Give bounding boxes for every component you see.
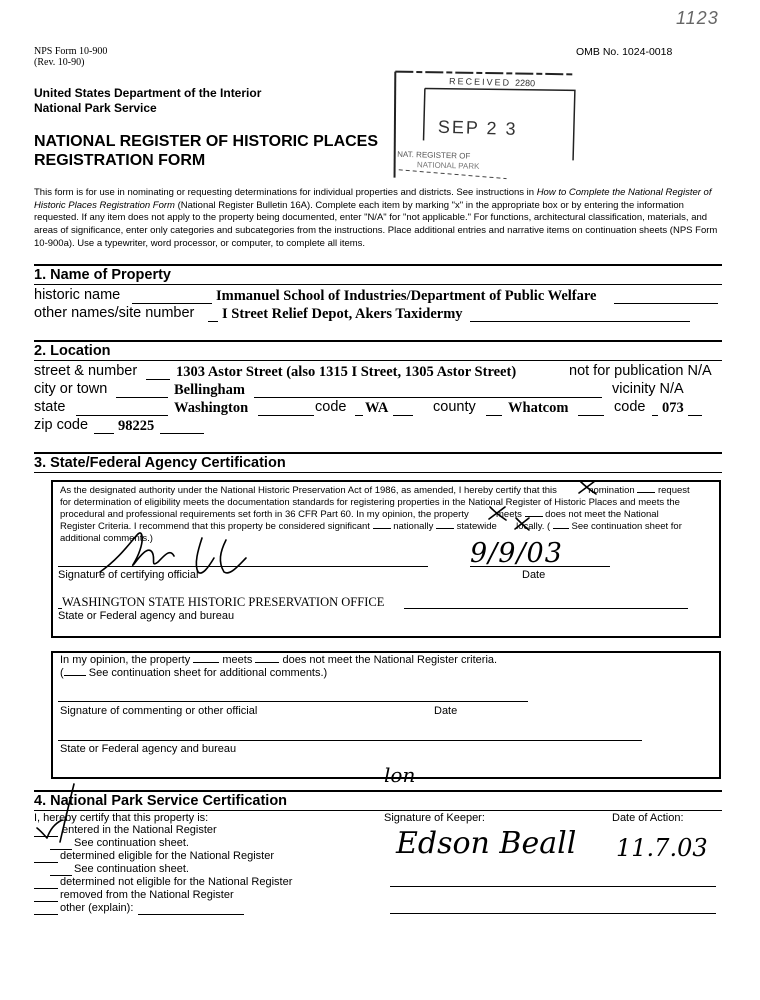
certification-date-label: Date (522, 569, 546, 581)
agency-value: WASHINGTON STATE HISTORIC PRESERVATION OFFICE (62, 595, 385, 609)
see-continuation-1: See continuation sheet. (74, 837, 189, 849)
handwritten-stroke (44, 780, 84, 850)
vicinity: vicinity N/A (612, 381, 684, 397)
certifying-signature-label: Signature of certifying official (58, 569, 199, 581)
cert-line5: additional comments.) (60, 533, 153, 544)
cert-statewide: statewide (456, 521, 497, 532)
cert-nationally: nationally (393, 521, 434, 532)
cert-meets: meets (496, 509, 522, 520)
opinion-does-not-meet: does not meet the National Register criteria. (282, 654, 498, 666)
cert-locally: locally. ( (516, 521, 551, 532)
not-eligible-option: determined not eligible for the National Register (60, 876, 293, 888)
section3-rule (34, 452, 722, 454)
removed-option: removed from the National Register (60, 889, 234, 901)
commenting-agency-label: State or Federal agency and bureau (60, 743, 237, 755)
certification-date-value: 9/9/03 (470, 538, 563, 569)
county-code-label: code (614, 399, 646, 415)
removed-blank (34, 901, 58, 902)
certification-date-line (470, 566, 610, 567)
section1-rule (34, 264, 722, 266)
state-code-blank-left (355, 415, 363, 416)
form-number: NPS Form 10-900 (34, 46, 108, 57)
cert-does-not-meet: does not meet the National (545, 509, 659, 520)
section3-heading: 3. State/Federal Agency Certification (34, 455, 286, 471)
opinion-line1 (60, 654, 497, 666)
city-value: Bellingham (174, 382, 245, 398)
nomination-x-mark (576, 478, 598, 496)
keeper-signature-label: Signature of Keeper: (384, 812, 485, 824)
stamp-service: NATIONAL PARK (416, 160, 480, 171)
state-label: state (34, 399, 66, 415)
zip-label: zip code (34, 417, 89, 433)
other-names-blank-right (470, 321, 690, 322)
service-name: National Park Service (34, 101, 157, 115)
section3-heading-underline (34, 472, 722, 473)
section2-rule (34, 340, 722, 342)
keeper-line-2 (390, 913, 716, 914)
street-blank-left (146, 379, 170, 380)
county-label: county (433, 399, 476, 415)
cert-nomination: nomination (588, 485, 635, 496)
commenting-date-label: Date (434, 705, 458, 717)
city-blank-left (116, 397, 168, 398)
other-names-value: I Street Relief Depot, Akers Taxidermy (222, 306, 463, 322)
historic-name-blank-left (132, 303, 212, 304)
keeper-signature: Edson Beall (396, 826, 577, 861)
other-names-blank-left (208, 321, 218, 322)
instructions-text-2: (National Register Bulletin 16A). Complete each item by marking "x" in the appropriate box or by entering the information requested. If any item does not apply to the property being documented, enter "N/A" for "not applicable." For functions, architectural classification, materials, and areas of significance, enter only categories and subcategories from the instructions. Place additional entries and narrative items on continuation sheets (NPS Form 10-900a). Use a typewriter, word processor, or computer, to complete all items. (34, 199, 718, 249)
county-code-blank-left (652, 415, 658, 416)
date-of-action-label: Date of Action: (612, 812, 684, 824)
instructions-paragraph (34, 187, 724, 251)
cert-line3 (60, 509, 659, 520)
section4-heading-underline (34, 810, 722, 811)
form-title-line1: NATIONAL REGISTER OF HISTORIC PLACES (34, 133, 379, 150)
section2-heading-underline (34, 360, 722, 361)
determined-blank (34, 862, 58, 863)
opinion-see-continuation: See continuation sheet for additional comments.) (88, 667, 328, 679)
state-blank-left (76, 415, 168, 416)
locally-x-mark (512, 516, 532, 532)
stamp-number: 2280 (514, 77, 536, 89)
commenting-agency-line (58, 740, 642, 741)
agency-label: State or Federal agency and bureau (58, 610, 235, 622)
street-value: 1303 Astor Street (also 1315 I Street, 1305 Astor Street) (176, 364, 517, 380)
cert-line1-text: As the designated authority under the National Historic Preservation Act of 1986, as amended, I hereby certify that this (60, 485, 557, 496)
section4-rule (34, 790, 722, 792)
zip-blank-left (94, 433, 114, 434)
county-value: Whatcom (508, 400, 569, 416)
stamp-register: NAT. REGISTER OF (397, 149, 471, 161)
city-label: city or town (34, 381, 108, 397)
other-explain-line (138, 914, 244, 915)
cert-line4-text: Register Criteria. I recommend that this property be considered significant (60, 521, 370, 532)
determined-eligible-option: determined eligible for the National Register (60, 850, 275, 862)
department-name: United States Department of the Interior (34, 86, 262, 100)
section2-heading: 2. Location (34, 343, 111, 359)
state-code-label: code (315, 399, 347, 415)
cert-line2: for determination of eligibility meets the documentation standards for registering properties in the National Register of Historic Places and meets the (60, 497, 680, 508)
see-continuation-2: See continuation sheet. (74, 863, 189, 875)
form-revision: (Rev. 10-90) (34, 57, 85, 68)
certifying-signature-line (58, 566, 428, 567)
state-code-blank-right (393, 415, 413, 416)
county-blank-right (578, 415, 604, 416)
section1-heading-underline (34, 284, 722, 285)
historic-name-value: Immanuel School of Industries/Department of Public Welfare (216, 288, 597, 304)
opinion-line1-text: In my opinion, the property (60, 654, 191, 666)
state-code-value: WA (365, 400, 389, 416)
historic-name-blank-right (614, 303, 718, 304)
instructions-title-italic: How to Complete the National Register of Historic Places Registration Form (34, 187, 712, 211)
stamp-received: RECEIVED (448, 76, 512, 88)
keeper-certify-line: I, hereby certify that this property is: (34, 812, 209, 824)
section1-heading: 1. Name of Property (34, 267, 171, 283)
entered-option: entered in the National Register (62, 824, 217, 836)
not-for-publication: not for publication N/A (569, 363, 712, 379)
commenting-signature-label: Signature of commenting or other official (60, 705, 258, 717)
cert-request: request (657, 485, 690, 496)
keeper-initials: lon (384, 763, 416, 787)
opinion-line2: ( See continuation sheet for additional comments.) (60, 667, 328, 679)
street-label: street & number (34, 363, 138, 379)
commenting-signature-line (58, 701, 528, 702)
cert-line3-text: procedural and professional requirements set forth in 36 CFR Part 60. In my opinion, the property (60, 509, 469, 520)
stamp-date: SEP 2 3 (437, 116, 518, 139)
not-eligible-blank (34, 888, 58, 889)
corner-handwritten-number: 1123 (676, 8, 719, 28)
section4-heading: 4. National Park Service Certification (34, 793, 288, 809)
county-code-blank-right (688, 415, 702, 416)
keeper-line-1 (390, 886, 716, 887)
state-value: Washington (174, 400, 249, 416)
opinion-meets: meets (222, 654, 253, 666)
agency-blank-right (404, 608, 688, 609)
zip-blank-right (160, 433, 204, 434)
county-code-value: 073 (662, 400, 684, 416)
other-option: other (explain): (60, 902, 134, 914)
cert-see-continuation: See continuation sheet for (571, 521, 682, 532)
county-blank-left (486, 415, 502, 416)
form-title-line2: REGISTRATION FORM (34, 152, 206, 169)
state-blank-right (258, 415, 314, 416)
received-stamp (386, 60, 581, 187)
instructions-text-1: This form is for use in nominating or requesting determinations for individual properties and districts. See instructions in (34, 187, 537, 198)
date-of-action-value: 11.7.03 (616, 834, 708, 862)
omb-number: OMB No. 1024-0018 (576, 46, 673, 58)
historic-name-label: historic name (34, 287, 121, 303)
other-blank (34, 914, 58, 915)
other-names-label: other names/site number (34, 305, 195, 321)
meets-x-mark (486, 504, 508, 522)
city-blank-right (254, 397, 602, 398)
zip-value: 98225 (118, 418, 155, 434)
